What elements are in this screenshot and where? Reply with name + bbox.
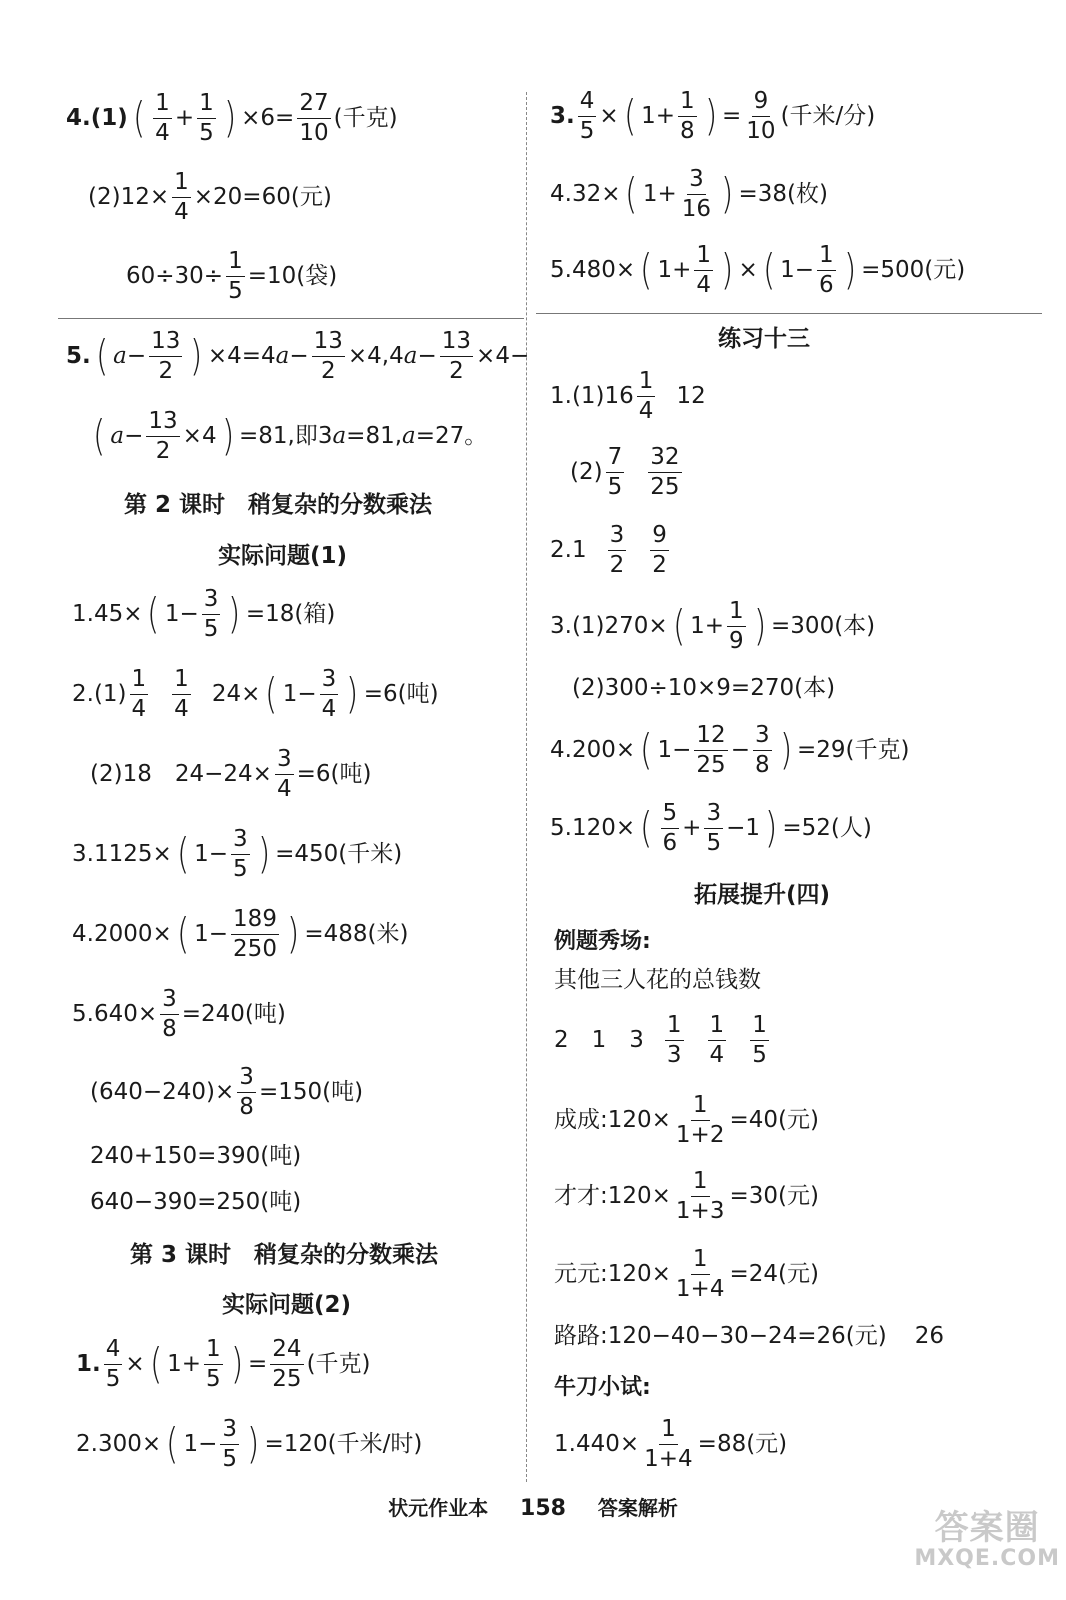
fraction: $\frac{3}{5}$ bbox=[222, 1416, 238, 1472]
fraction: $\frac{3}{8}$ bbox=[239, 1064, 254, 1120]
fraction: $\frac{1}{9}$ bbox=[729, 598, 744, 654]
exercise-13-answer-1-1: 1.(1)16 $\frac{1}{4}$ 12 bbox=[550, 368, 706, 424]
page-footer bbox=[0, 1492, 1066, 1521]
example-label: 例题秀场: bbox=[554, 929, 651, 954]
practical-1-answer-5c: 240+150=390(吨) bbox=[90, 1142, 302, 1169]
fraction: $\frac{1}{1+2}$ bbox=[675, 1092, 725, 1148]
exercise-13-heading: 练习十三 bbox=[718, 326, 810, 352]
practical-1-answer-2-2: (2)18 24−24× $\frac{3}{4}$ =6(吨) bbox=[90, 746, 372, 802]
fraction: $\frac{3}{5}$ bbox=[233, 826, 248, 882]
yuanyuan-answer: 元元:120× $\frac{1}{1+4}$ =24(元) bbox=[554, 1246, 819, 1302]
practical-2-heading: 实际问题(2) bbox=[222, 1292, 352, 1318]
fraction: $\frac{3}{4}$ bbox=[321, 666, 337, 722]
fraction: $\frac{1}{1+4}$ bbox=[675, 1246, 725, 1302]
fraction: $\frac{3}{8}$ bbox=[162, 986, 177, 1042]
answer-5-line1: 5. ( a − $\frac{13}{2}$ ) ×4=4 a − $\frac{13}{2}$ ×4,4 a − $\frac{13}{2}$ ×4− bbox=[66, 328, 530, 384]
fraction: $\frac{3}{2}$ bbox=[609, 522, 625, 578]
section-title: 答案解析 bbox=[597, 1496, 678, 1520]
fraction: $\frac{27}{10}$ bbox=[299, 90, 329, 146]
answer-3-right: 3. $\frac{4}{5}$ × ( 1+ $\frac{1}{8}$ ) = $\frac{9}{10}$ (千米/分) bbox=[550, 88, 876, 144]
fraction: $\frac{1}{4}$ bbox=[709, 1012, 725, 1068]
fraction: $\frac{1}{8}$ bbox=[679, 88, 695, 144]
fraction: $\frac{1}{4}$ bbox=[174, 169, 189, 225]
practical-1-answer-5b: (640−240)× $\frac{3}{8}$ =150(吨) bbox=[90, 1064, 364, 1120]
exercise-13-answer-4: 4.200× ( 1− $\frac{12}{25}$ − $\frac{3}{8}$ ) =29(千克) bbox=[550, 722, 910, 778]
fraction: $\frac{9}{2}$ bbox=[652, 522, 667, 578]
answer-4-2b: 60÷30÷ $\frac{1}{5}$ =10(袋) bbox=[126, 248, 338, 304]
fraction: $\frac{13}{2}$ bbox=[148, 408, 178, 464]
fraction: $\frac{5}{6}$ bbox=[662, 800, 678, 856]
fraction: $\frac{1}{4}$ bbox=[638, 368, 654, 424]
practical-2-answer-2: 2.300× ( 1− $\frac{3}{5}$ ) =120(千米/时) bbox=[76, 1416, 423, 1472]
fraction: $\frac{1}{4}$ bbox=[696, 242, 712, 298]
fraction: $\frac{1}{5}$ bbox=[228, 248, 243, 304]
fraction: $\frac{1}{1+4}$ bbox=[644, 1416, 693, 1472]
fraction: $\frac{3}{8}$ bbox=[754, 722, 770, 778]
practical-1-answer-3: 3.1125× ( 1− $\frac{3}{5}$ ) =450(千米) bbox=[72, 826, 403, 882]
practical-2-answer-1: 1. $\frac{4}{5}$ × ( 1+ $\frac{1}{5}$ ) = $\frac{24}{25}$ (千克) bbox=[76, 1336, 371, 1392]
exercise-13-answer-3-2: (2)300÷10×9=270(本) bbox=[572, 674, 836, 701]
extension-4-heading: 拓展提升(四) bbox=[694, 882, 831, 908]
section-divider-right bbox=[536, 313, 1042, 314]
fraction: $\frac{4}{5}$ bbox=[579, 88, 595, 144]
fraction: $\frac{1}{5}$ bbox=[752, 1012, 767, 1068]
exercise-13-answer-2: 2.1 $\frac{3}{2}$ $\frac{9}{2}$ bbox=[550, 522, 667, 578]
fraction: $\frac{13}{2}$ bbox=[441, 328, 472, 384]
example-numbers: 2 1 3 $\frac{1}{3}$ $\frac{1}{4}$ $\frac{1}{5}$ bbox=[554, 1012, 767, 1068]
example-text: 其他三人花的总钱数 bbox=[554, 966, 761, 993]
practical-1-answer-5d: 640−390=250(吨) bbox=[90, 1188, 302, 1215]
fraction: $\frac{3}{4}$ bbox=[276, 746, 292, 802]
exercise-13-answer-5: 5.120× ( $\frac{5}{6}$ + $\frac{3}{5}$ −1 ) =52(人) bbox=[550, 800, 872, 856]
fraction: $\frac{13}{2}$ bbox=[313, 328, 343, 384]
fraction: $\frac{4}{5}$ bbox=[105, 1336, 121, 1392]
lesson-3-heading: 第 3 课时 稍复杂的分数乘法 bbox=[130, 1242, 439, 1268]
fraction: $\frac{7}{5}$ bbox=[607, 444, 623, 500]
section-divider-left bbox=[58, 318, 524, 319]
fraction: $\frac{24}{25}$ bbox=[272, 1336, 302, 1392]
fraction: $\frac{32}{25}$ bbox=[650, 444, 680, 500]
watermark-logo: 答案圈 MXQE.COM bbox=[914, 1508, 1060, 1572]
answer-4-right: 4.32× ( 1+ $\frac{3}{16}$ ) =38(枚) bbox=[550, 166, 828, 222]
lesson-2-heading: 第 2 课时 稍复杂的分数乘法 bbox=[124, 492, 433, 518]
book-title: 状元作业本 bbox=[388, 1496, 489, 1520]
trial-answer-1: 1.440× $\frac{1}{1+4}$ =88(元) bbox=[554, 1416, 788, 1472]
practical-1-answer-1: 1.45× ( 1− $\frac{3}{5}$ ) =18(箱) bbox=[72, 586, 336, 642]
fraction: $\frac{1}{6}$ bbox=[819, 242, 834, 298]
fraction: $\frac{1}{1+3}$ bbox=[675, 1168, 725, 1224]
fraction: $\frac{1}{5}$ bbox=[199, 90, 214, 146]
fraction: $\frac{12}{25}$ bbox=[696, 722, 726, 778]
answer-5-right: 5.480× ( 1+ $\frac{1}{4}$ ) × ( 1− $\frac{1}{6}$ ) =500(元) bbox=[550, 242, 966, 298]
page-number: 158 bbox=[520, 1496, 566, 1521]
fraction: $\frac{1}{4}$ bbox=[131, 666, 147, 722]
fraction: $\frac{3}{16}$ bbox=[681, 166, 712, 222]
fraction: $\frac{1}{3}$ bbox=[666, 1012, 682, 1068]
chengcheng-answer: 成成:120× $\frac{1}{1+2}$ =40(元) bbox=[554, 1092, 819, 1148]
column-divider bbox=[526, 92, 527, 1482]
answer-4-1: 4.(1) ( $\frac{1}{4}$ + $\frac{1}{5}$ ) ×6= $\frac{27}{10}$ (千克) bbox=[66, 90, 398, 146]
practical-1-heading: 实际问题(1) bbox=[218, 543, 348, 569]
fraction: $\frac{189}{250}$ bbox=[233, 906, 277, 962]
fraction: $\frac{1}{5}$ bbox=[205, 1336, 221, 1392]
lulu-answer: 路路:120−40−30−24=26(元) 26 bbox=[554, 1322, 945, 1349]
fraction: $\frac{13}{2}$ bbox=[151, 328, 181, 384]
fraction: $\frac{1}{4}$ bbox=[174, 666, 189, 722]
fraction: $\frac{3}{5}$ bbox=[203, 586, 219, 642]
practical-1-answer-5a: 5.640× $\frac{3}{8}$ =240(吨) bbox=[72, 986, 286, 1042]
answer-5-line2: ( a − $\frac{13}{2}$ ×4 ) =81,即3 a =81, a =27。 bbox=[93, 408, 488, 464]
exercise-13-answer-1-2: (2) $\frac{7}{5}$ $\frac{32}{25}$ bbox=[570, 444, 680, 500]
fraction: $\frac{1}{4}$ bbox=[155, 90, 170, 146]
fraction: $\frac{3}{5}$ bbox=[706, 800, 722, 856]
practical-1-answer-2-1: 2.(1) $\frac{1}{4}$ $\frac{1}{4}$ 24× ( 1− $\frac{3}{4}$ ) =6(吨) bbox=[72, 666, 439, 722]
caicai-answer: 才才:120× $\frac{1}{1+3}$ =30(元) bbox=[554, 1168, 819, 1224]
exercise-13-answer-3-1: 3.(1)270× ( 1+ $\frac{1}{9}$ ) =300(本) bbox=[550, 598, 876, 654]
trial-label: 牛刀小试: bbox=[554, 1375, 651, 1400]
fraction: $\frac{9}{10}$ bbox=[746, 88, 776, 144]
answer-4-2a: (2)12× $\frac{1}{4}$ ×20=60(元) bbox=[88, 169, 332, 225]
practical-1-answer-4: 4.2000× ( 1− $\frac{189}{250}$ ) =488(米) bbox=[72, 906, 409, 962]
